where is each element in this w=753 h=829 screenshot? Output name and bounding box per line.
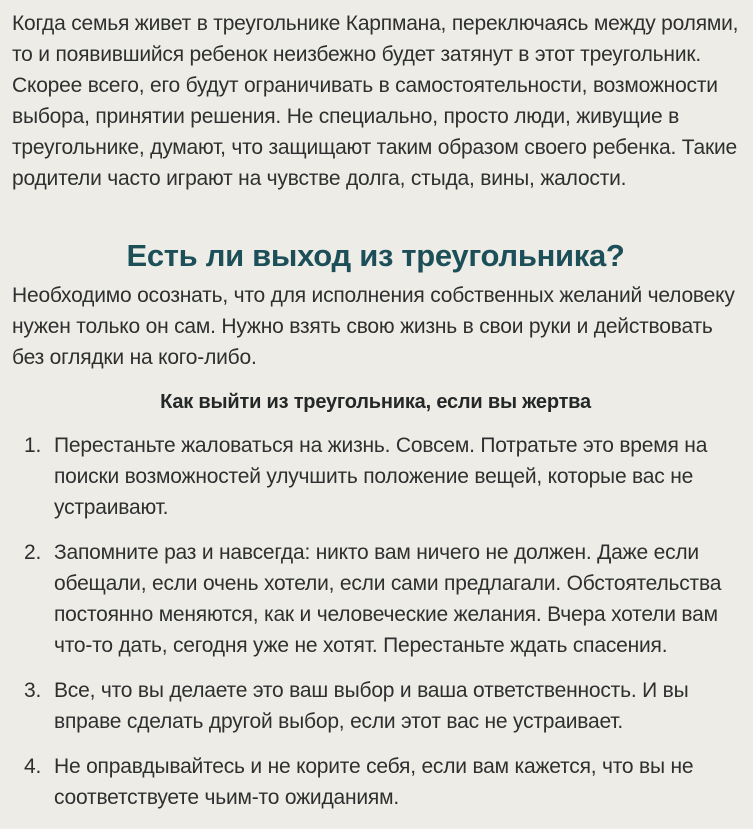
- list-item: [24, 751, 739, 813]
- subsection-title: Как выйти из треугольника, если вы жертва: [160, 391, 591, 413]
- list-item-number: 3.: [24, 679, 42, 702]
- section-title: Есть ли выход из треугольника?: [126, 238, 625, 273]
- list-item-number: 4.: [24, 755, 42, 778]
- list-item-number: 2.: [24, 541, 42, 564]
- list-item: [24, 430, 739, 523]
- list-item: [24, 537, 739, 661]
- list-item-text: Запомните раз и навсегда: никто вам ничего не должен. Даже если обещали, если очень хотели, если сами предлагали. Обстоятельства постоянно меняются, как и человеческие желания. Вчера хотели вам что-то дать, сегодня уже не хотят. Перестаньте ждать спасения.: [54, 541, 722, 657]
- list-item-text: Не оправдывайтесь и не корите себя, если вам кажется, что вы не соответствуете чьим-то ожиданиям.: [54, 755, 694, 809]
- list-item-number: 1.: [24, 434, 42, 457]
- list-item: [24, 675, 739, 737]
- list-item-text: Перестаньте жаловаться на жизнь. Совсем. Потратьте это время на поиски возможностей улучшить положение вещей, которые вас не устраивают.: [54, 434, 708, 519]
- list-item-text: Все, что вы делаете это ваш выбор и ваша ответственность. И вы вправе сделать другой выбор, если этот вас не устраивает.: [54, 679, 689, 733]
- intro-paragraph: Когда семья живет в треугольнике Карпмана, переключаясь между ролями, то и появившийся ребенок неизбежно будет затянут в этот треугольник. Скорее всего, его будут ограничивать в самостоятельности, возможности выбора, принятии решения. Не специально, просто люди, живущие в треугольнике, думают, что защищают таким образом своего ребенка. Такие родители часто играют на чувстве долга, стыда, вины, жалости.: [12, 12, 739, 190]
- section-lead-paragraph: Необходимо осознать, что для исполнения собственных желаний человеку нужен только он сам. Нужно взять свою жизнь в свои руки и действовать без оглядки на кого-либо.: [12, 284, 735, 369]
- steps-list: [12, 430, 739, 813]
